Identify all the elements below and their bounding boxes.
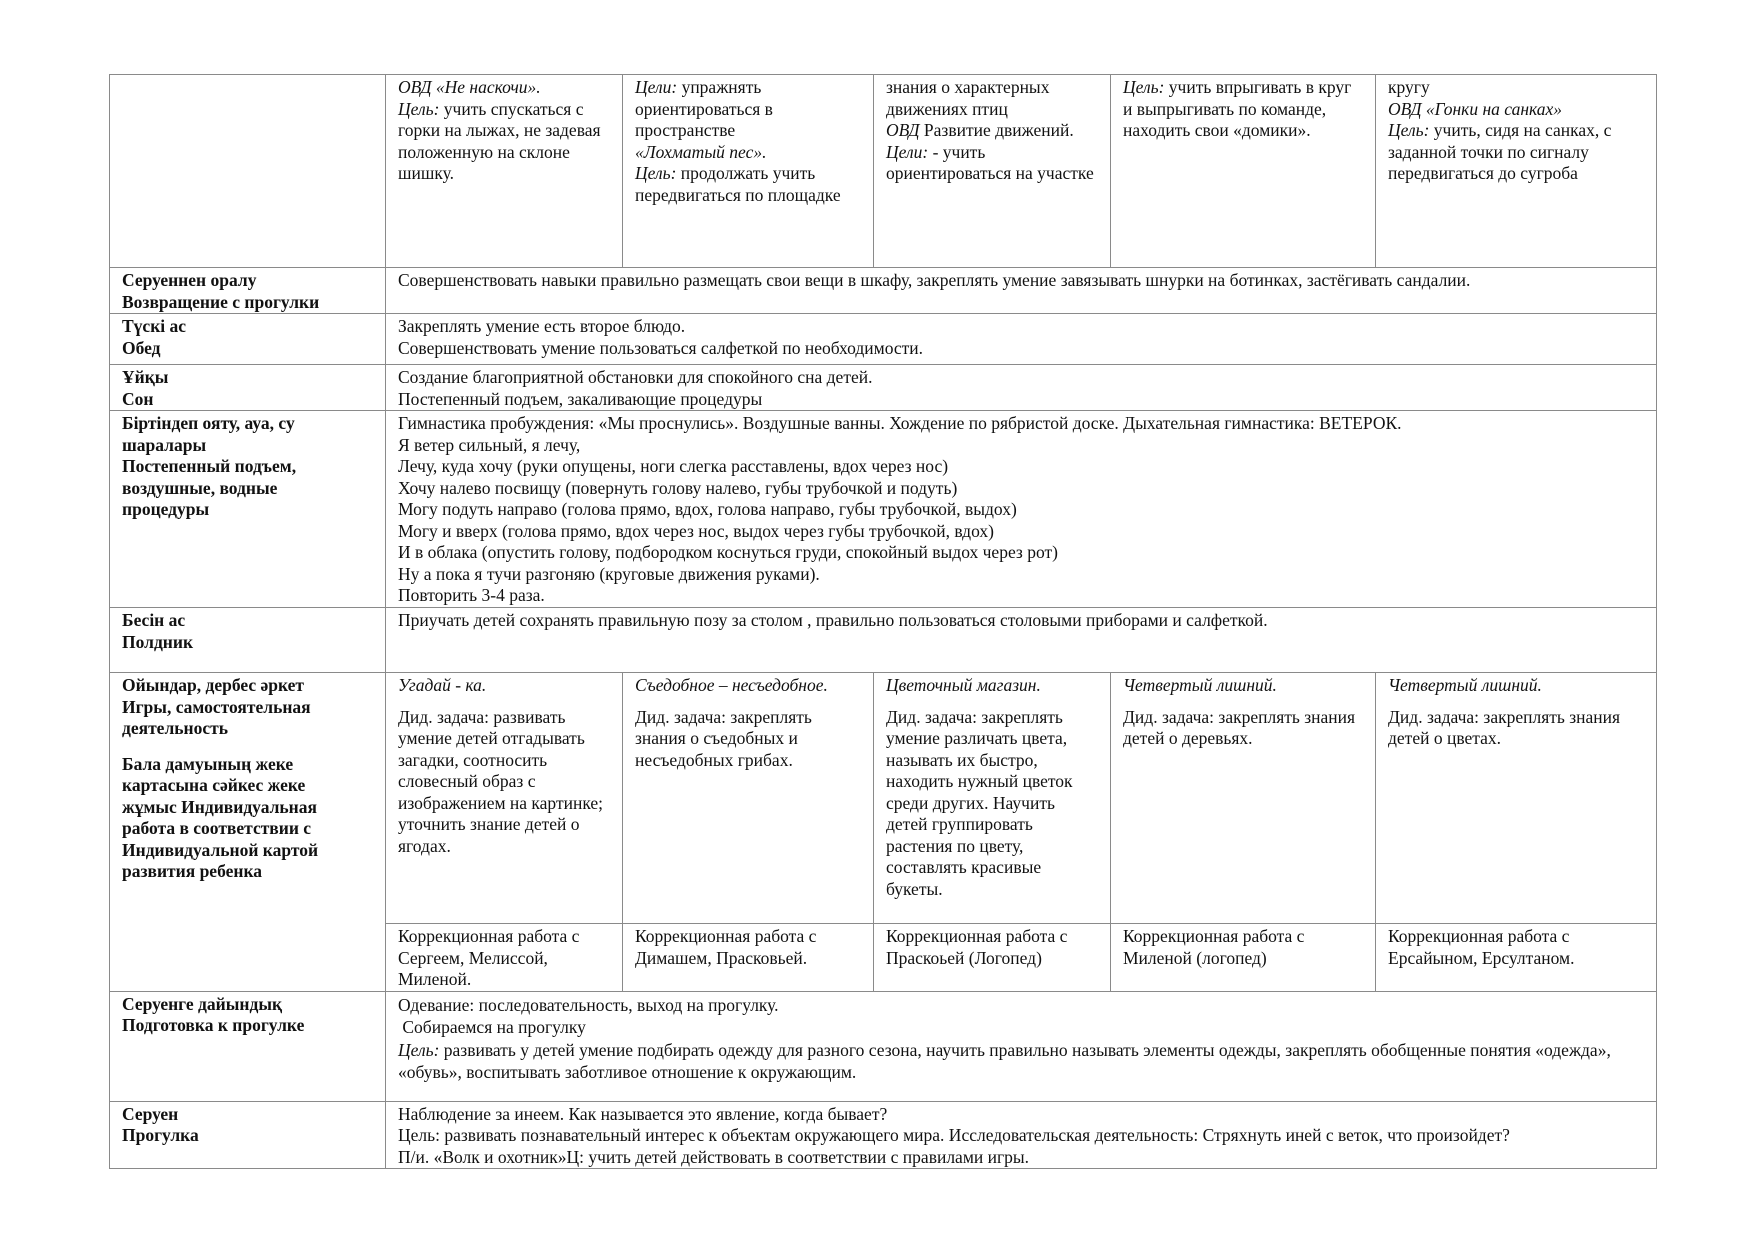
lunch-label: Түскі ас Обед [110,314,386,365]
walk-row [110,1101,1657,1169]
correction-cell-4: Коррекционная работа с Миленой (логопед) [1111,924,1376,992]
activity-cell-2: Цели: упражнять ориентироваться в пространстве «Лохматый пес». Цель: продолжать учить передвигаться по площадке [623,75,874,268]
activity-cell-3: знания о характерных движениях птиц ОВД Развитие движений. Цели: - учить ориентироваться на участке [874,75,1111,268]
wakeup-row [110,411,1657,608]
games-label: Ойындар, дербес әркет Игры, самостоятельная деятельность Бала дамуының жеке картасына сәйкес жеке жұмыс Индивидуальная работа в соответствии с Индивидуальной картой развития ребенка [110,673,386,992]
lunch-text: Закреплять умение есть второе блюдо. Совершенствовать умение пользоваться салфеткой по необходимости. [386,314,1657,365]
games-row [110,673,1657,924]
snack-text: Приучать детей сохранять правильную позу за столом , правильно пользоваться столовыми приборами и салфеткой. [386,608,1657,673]
walk-continuation-row [110,75,1657,268]
walk-label: Серуен Прогулка [110,1101,386,1169]
daily-plan-table [109,74,1657,1169]
return-text: Совершенствовать навыки правильно размещать свои вещи в шкафу, закреплять умение завязывать шнурки на ботинках, застёгивать сандалии. [386,268,1657,314]
game-cell-3: Цветочный магазин. Дид. задача: закреплять умение различать цвета, называть их быстро, находить нужный цветок среди других. Научить детей группировать растения по цвету, составлять красивые букеты. [874,673,1111,924]
wakeup-text: Гимнастика пробуждения: «Мы проснулись». Воздушные ванны. Хождение по рябристой доске. Дыхательная гимнастика: ВЕТЕРОК. Я ветер сильный, я лечу, Лечу, куда хочу (руки опущены, ноги слегка расставлены, вдох через нос) Хочу налево посвищу (повернуть голову налево, губы трубочкой и подуть) Могу подуть направо (голова прямо, вдох, голова направо, губы трубочкой, выдох) Могу и вверх (голова прямо, вдох через нос, выдох через губы трубочкой, вдох) И в облака (опустить голову, подбородком коснуться груди, спокойный выдох через рот) Ну а пока я тучи разгоняю (круговые движения руками). Повторить 3-4 раза. [386,411,1657,608]
game-cell-5: Четвертый лишний. Дид. задача: закреплять знания детей о цветах. [1376,673,1657,924]
game-cell-2: Съедобное – несъедобное. Дид. задача: закреплять знания о съедобных и несъедобных грибах. [623,673,874,924]
prep-label: Серуенге дайындық Подготовка к прогулке [110,991,386,1101]
return-row [110,268,1657,314]
sleep-row [110,365,1657,411]
game-cell-4: Четвертый лишний. Дид. задача: закреплять знания детей о деревьях. [1111,673,1376,924]
empty-label-cell [110,75,386,268]
correction-cell-3: Коррекционная работа с Праскоьей (Логопед) [874,924,1111,992]
wakeup-label: Біртіндеп ояту, ауа, су шаралары Постепенный подъем, воздушные, водные процедуры [110,411,386,608]
activity-cell-5: кругу ОВД «Гонки на санках» Цель: учить, сидя на санках, с заданной точки по сигналу передвигаться до сугроба [1376,75,1657,268]
activity-cell-1: ОВД «Не наскочи». Цель: учить спускаться с горки на лыжах, не задевая положенную на склоне шишку. [386,75,623,268]
snack-label: Бесін ас Полдник [110,608,386,673]
return-label: Серуеннен оралу Возвращение с прогулки [110,268,386,314]
lunch-row [110,314,1657,365]
sleep-text: Создание благоприятной обстановки для спокойного сна детей. Постепенный подъем, закаливающие процедуры [386,365,1657,411]
prep-row [110,991,1657,1101]
snack-row [110,608,1657,673]
activity-cell-4: Цель: учить впрыгивать в круг и выпрыгивать по команде, находить свои «домики». [1111,75,1376,268]
correction-cell-5: Коррекционная работа с Ерсайыном, Ерсултаном. [1376,924,1657,992]
game-cell-1: Угадай - ка. Дид. задача: развивать умение детей отгадывать загадки, соотносить словесный образ с изображением на картинке; уточнить знание детей о ягодах. [386,673,623,924]
walk-text: Наблюдение за инеем. Как называется это явление, когда бывает? Цель: развивать познавательный интерес к объектам окружающего мира. Исследовательская деятельность: Стряхнуть иней с веток, что произойдет? П/и. «Волк и охотник»Ц: учить детей действовать в соответствии с правилами игры. [386,1101,1657,1169]
prep-text: Одевание: последовательность, выход на прогулку. Собираемся на прогулку Цель: развивать у детей умение подбирать одежду для разного сезона, научить правильно называть элементы одежды, закреплять обобщенные понятия «одежда», «обувь», воспитывать заботливое отношение к окружающим. [386,991,1657,1101]
correction-cell-2: Коррекционная работа с Димашем, Прасковьей. [623,924,874,992]
sleep-label: Ұйқы Сон [110,365,386,411]
correction-cell-1: Коррекционная работа с Сергеем, Мелиссой, Миленой. [386,924,623,992]
